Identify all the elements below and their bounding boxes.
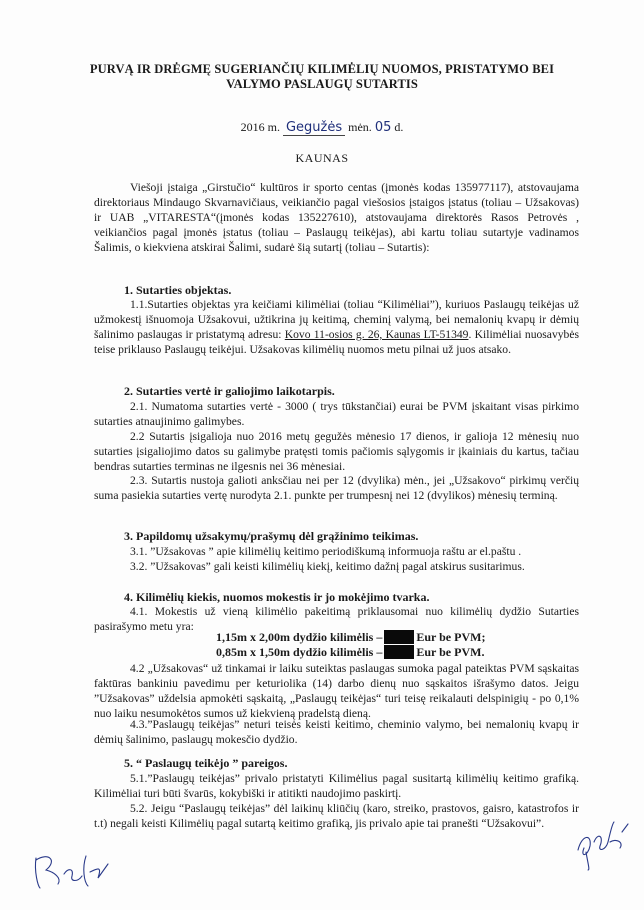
section-3-heading: 3. Papildomų užsakymų/prašymų dėl grąžinimo teikimas. bbox=[124, 529, 419, 543]
title-line-1: PURVĄ IR DRĖGMĘ SUGERIANČIŲ KILIMĖLIŲ NUOMOS, PRISTATYMO BEI bbox=[89, 62, 555, 76]
section-5-paragraph-2: 5.2. Jeigu “Paslaugų teikėjas” dėl laikinų kliūčių (karo, streiko, prastovos, gaisro, katastrofos ir t.t) negali keisti Kilimėlių pagal sutartą keitimo grafiką, jis privalo apie tai pranešti “Užsakovui”. bbox=[94, 802, 579, 830]
section-3-paragraph-1: 3.1. ”Užsakovas ” apie kilimėlių keitimo periodiškumą informuoja raštu ar el.paštu . bbox=[130, 545, 522, 558]
date-month: Gegužės bbox=[283, 120, 345, 136]
section-3-paragraph-2: 3.2. ”Užsakovas” gali keisti kilimėlių kiekį, keitimo dažnį pagal atskirus susitarimus. bbox=[130, 560, 525, 573]
section-5-paragraph-1: 5.1.”Paslaugų teikėjas” privalo pristatyti Kilimėlius pagal susitartą kilimėlių keitimo grafiką. Kilimėliai turi būti švarūs, kokybiški ir atitikti naudojimo paskirtį. bbox=[94, 772, 579, 800]
signature-right-icon bbox=[572, 812, 634, 872]
s1-text-a: 1.1.Sutarties objektas yra keičiami kilimėliai (toliau “Kilimėliai”), kuriuos Paslaugų teikėjas už užmokestį išnuomoja Užsakovui, užtikrina jų keitimą, cheminį valymą, bei nemalonių kvapų ir dėmių šalinimo paslaugas ir pristatymą adresu: bbox=[94, 298, 579, 341]
section-4-paragraph-1: 4.1. Mokestis už vieną kilimėlio pakeitimą priklausomai nuo kilimėlių dydžio Sutarties pasirašymo metu yra: bbox=[94, 605, 579, 633]
price-2-size: 0,85m x 1,50m dydžio kilimėlis – bbox=[216, 645, 383, 659]
redaction-box bbox=[384, 645, 414, 659]
s1-text-b: . Kilimėliai nuosavybės teise priklauso Paslaugų teikėjui. Užsakovas kilimėlių nuomos metu pilnai už juos atsako. bbox=[94, 327, 579, 356]
date-men: mėn. bbox=[348, 120, 372, 134]
date-year: 2016 m. bbox=[240, 120, 280, 134]
section-1-paragraph bbox=[94, 298, 579, 358]
address-link: Kovo 11-osios g. 26, Kaunas LT-51349 bbox=[284, 327, 469, 341]
price-1-size: 1,15m x 2,00m dydžio kilimėlis – bbox=[216, 630, 383, 644]
price-2-unit: Eur be PVM. bbox=[416, 645, 485, 659]
date-d: d. bbox=[394, 120, 404, 134]
section-4-paragraph-3: 4.3.”Paslaugų teikėjas” neturi teisės keisti keitimo, cheminio valymo, bei nemalonių kvapų ir dėmių šalinimo, paslaugų mokesčio dydžio. bbox=[94, 718, 579, 746]
title-line-2: VALYMO PASLAUGŲ SUTARTIS bbox=[226, 77, 418, 91]
redaction-box bbox=[384, 630, 414, 644]
section-2-paragraph-1: 2.1. Numatoma sutarties vertė - 3000 ( trys tūkstančiai) eurai be PVM įskaitant visas pirkimo sutarties atnaujinimo galimybes. bbox=[94, 400, 579, 428]
section-2-paragraph-2: 2.2 Sutartis įsigalioja nuo 2016 metų gegužės mėnesio 17 dienos, ir galioja 12 mėnesių nuo sutarties įsigaliojimo datos su galimybe pratęsti tomis pačiomis sąlygomis ir įkainiais du kartus, tačiau bendras sutarties terminas ne ilgesnis nei 36 mėnesiai. bbox=[94, 430, 579, 473]
section-5-heading: 5. “ Paslaugų teikėjo ” pareigos. bbox=[124, 756, 288, 770]
city: KAUNAS bbox=[295, 151, 349, 165]
price-line-2 bbox=[216, 645, 484, 660]
section-4-paragraph-2: 4.2 „Užsakovas“ už tinkamai ir laiku suteiktas paslaugas sumoka pagal pateiktas PVM sąskaitas faktūras bankiniu pavedimu per keturiolika (14) darbo dienų nuo sąskaitos išrašymo datos. Jeigu ”Užsakovas” uždelsia apmokėti sąskaitą, „Paslaugų teikėjas“ turi teisę reikalauti delspinigių - po 0,1% nuo laiku nesumokėtos sumos už kiekvieną pradelstą dieną. bbox=[94, 662, 579, 720]
section-2-heading: 2. Sutarties vertė ir galiojimo laikotarpis. bbox=[124, 384, 335, 398]
document-title bbox=[70, 62, 574, 92]
signature-left-icon bbox=[28, 838, 118, 894]
date-day: 05 bbox=[374, 120, 392, 135]
price-1-unit: Eur be PVM; bbox=[416, 630, 486, 644]
date-line bbox=[0, 120, 644, 135]
section-2-paragraph-3: 2.3. Sutartis nustoja galioti anksčiau nei per 12 (dvylika) mėn., jei „Užsakovo“ pirkimų verčių suma pasiekia sutarties vertę nurodyta 2.1. punkte per trumpesnį nei 12 (dvylikos) mėnesių terminą. bbox=[94, 474, 579, 502]
section-4-heading: 4. Kilimėlių kiekis, nuomos mokestis ir jo mokėjimo tvarka. bbox=[124, 590, 430, 604]
section-1-heading: 1. Sutarties objektas. bbox=[124, 283, 232, 297]
intro-paragraph: Viešoji įstaiga „Girstučio“ kultūros ir sporto centas (įmonės kodas 135977117), atstovaujama direktoriaus Mindaugo Skvarnavičiaus, veikiančio pagal viešosios įstaigos įstatus (toliau – Užsakovas) ir UAB „VITARESTA“(įmonės kodas 135227610), atstovaujama direktorės Rasos Petrovės , veikiančios pagal įmonės įstatus (toliau – Paslaugų teikėjas), abi kartu toliau sutartyje vadinamos Šalimis, o kiekviena atskirai Šalimi, sudarė šią sutartį (toliau – Sutartis): bbox=[94, 181, 579, 254]
price-line-1 bbox=[216, 630, 485, 645]
